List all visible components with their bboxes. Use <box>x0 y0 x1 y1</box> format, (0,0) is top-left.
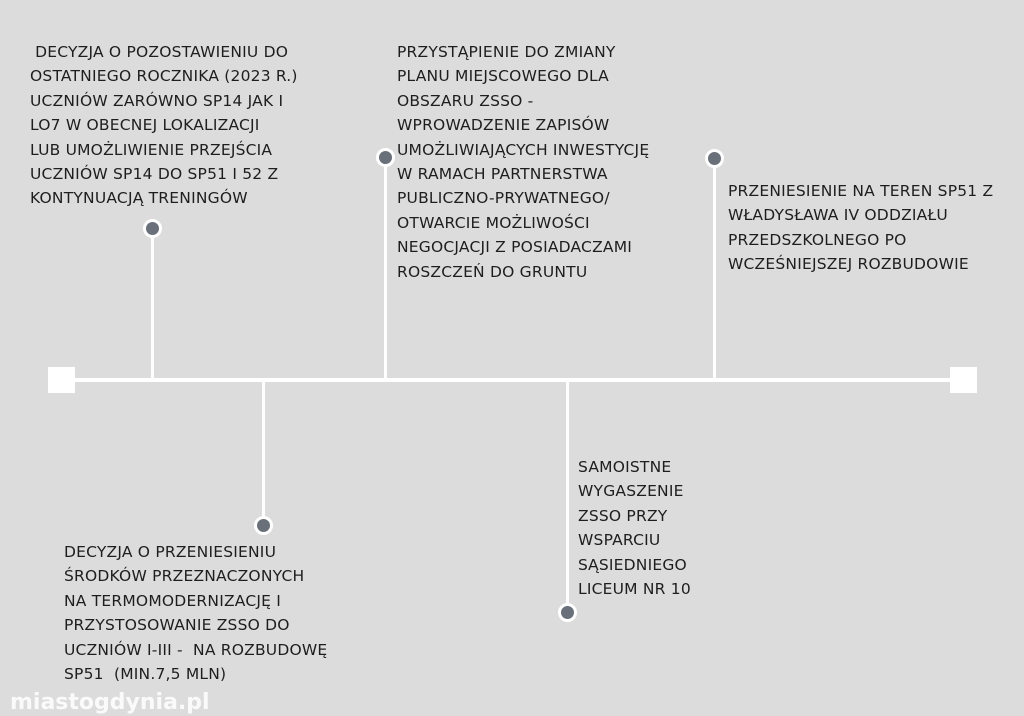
event-3-connector <box>384 157 387 380</box>
event-5-text: PRZENIESIENIE NA TEREN SP51 Z WŁADYSŁAWA IV ODDZIAŁU PRZEDSZKOLNEGO PO WCZEŚNIEJSZEJ ROZBUDOWIE <box>728 182 994 274</box>
event-3-dot <box>376 148 395 167</box>
timeline-end-marker <box>950 367 977 393</box>
watermark-logo: miastogdynia.pl <box>10 690 210 715</box>
event-1-connector <box>151 228 154 380</box>
event-4-text: SAMOISTNE WYGASZENIE ZSSO PRZY WSPARCIU SĄSIEDNIEGO LICEUM NR 10 <box>578 458 691 599</box>
timeline-start-marker <box>48 367 75 393</box>
event-2-text: DECYZJA O PRZENIESIENIU ŚRODKÓW PRZEZNACZONYCH NA TERMOMODERNIZACJĘ I PRZYSTOSOWANIE ZSSO DO UCZNIÓW I-III - NA ROZBUDOWĘ SP51 (MIN.7,5 MLN) <box>64 543 328 684</box>
event-4-connector <box>566 380 569 612</box>
event-1-text: DECYZJA O POZOSTAWIENIU DO OSTATNIEGO ROCZNIKA (2023 R.) UCZNIÓW ZARÓWNO SP14 JAK I LO7 W OBECNEJ LOKALIZACJI LUB UMOŻLIWIENIE PRZEJŚCIA UCZNIÓW SP14 DO SP51 I 52 Z KONTYNUACJĄ TRENINGÓW <box>30 43 298 208</box>
event-5-connector <box>713 158 716 380</box>
timeline-axis <box>62 378 964 382</box>
event-3-text: PRZYSTĄPIENIE DO ZMIANY PLANU MIEJSCOWEGO DLA OBSZARU ZSSO - WPROWADZENIE ZAPISÓW UMOŻLIWIAJĄCYCH INWESTYCJĘ W RAMACH PARTNERSTWA PUBLICZNO-PRYWATNEGO/ OTWARCIE MOŻLIWOŚCI NEGOCJACJI Z POSIADACZAMI ROSZCZEŃ DO GRUNTU <box>397 43 650 281</box>
event-2-connector <box>262 380 265 525</box>
event-2-dot <box>254 516 273 535</box>
event-1-dot <box>143 219 162 238</box>
event-5-dot <box>705 149 724 168</box>
event-4-dot <box>558 603 577 622</box>
